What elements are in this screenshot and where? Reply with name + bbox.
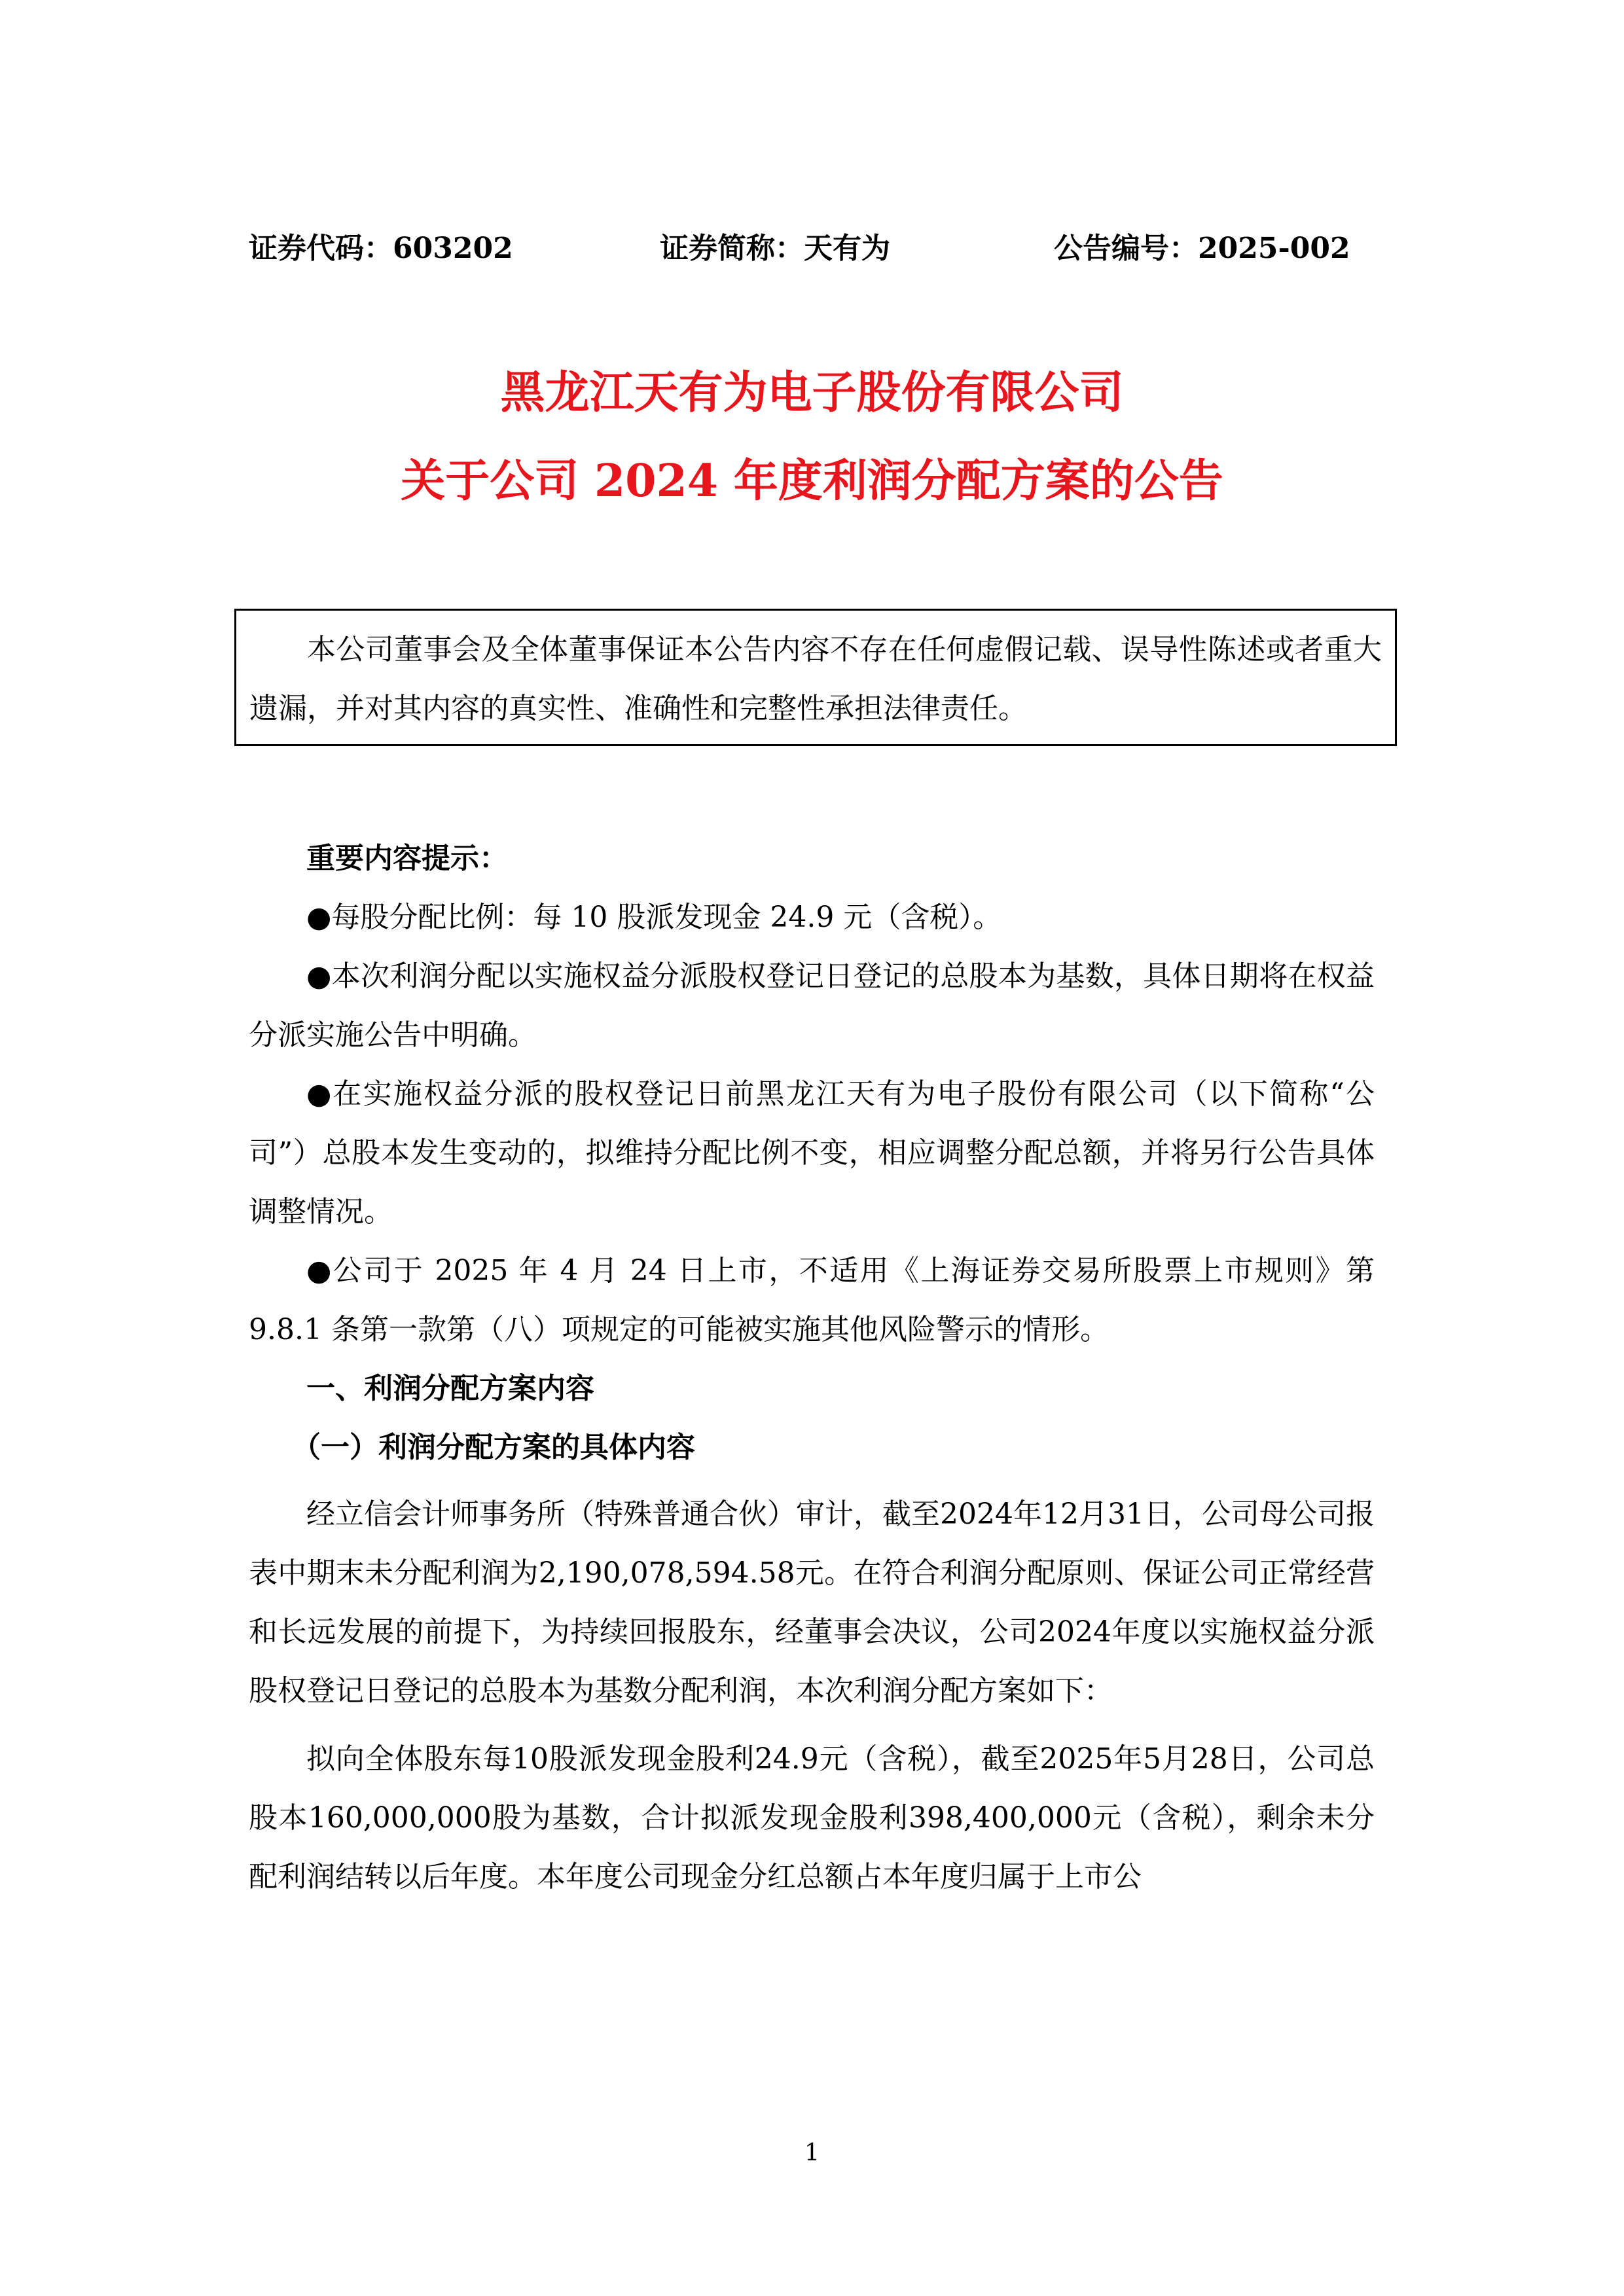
document-body [249, 829, 1375, 1907]
highlight-item-1: ●每股分配比例：每 10 股派发现金 24.9 元（含税）。 [306, 901, 1002, 934]
highlight-item-2: ●本次利润分配以实施权益分派股权登记日登记的总股本为基数，具体日期将在权益分派实施公告中明确。 [249, 960, 1375, 1052]
section-1-subheading: （一）利润分配方案的具体内容 [292, 1431, 695, 1464]
stock-abbreviation: 证券简称：天有为 [660, 232, 890, 265]
highlights-heading: 重要内容提示： [306, 842, 508, 875]
title-company-name: 黑龙江天有为电子股份有限公司 [500, 367, 1124, 419]
announcement-number: 公告编号：2025-002 [1054, 232, 1350, 265]
board-statement-text: 本公司董事会及全体董事保证本公告内容不存在任何虚假记载、误导性陈述或者重大遗漏，并对其内容的真实性、准确性和完整性承担法律责任。 [249, 633, 1382, 725]
section-1-paragraph-2: 拟向全体股东每10股派发现金股利24.9元（含税），截至2025年5月28日，公司总股本160,000,000股为基数，合计拟派发现金股利398,400,000元（含税），剩余未分配利润结转以后年度。本年度公司现金分红总额占本年度归属于上市公 [249, 1742, 1375, 1893]
section-1-heading: 一、利润分配方案内容 [306, 1372, 594, 1405]
board-statement-box [234, 609, 1397, 746]
announcement-header [249, 226, 1375, 272]
highlight-item-3: ●在实施权益分派的股权登记日前黑龙江天有为电子股份有限公司（以下简称“公司”）总股本发生变动的，拟维持分配比例不变，相应调整分配总额，并将另行公告具体调整情况。 [249, 1077, 1375, 1229]
stock-code: 证券代码：603202 [249, 232, 513, 265]
page-number: 1 [804, 2140, 820, 2166]
section-1-paragraph-1: 经立信会计师事务所（特殊普通合伙）审计，截至2024年12月31日，公司母公司报表中期末未分配利润为2,190,078,594.58元。在符合利润分配原则、保证公司正常经营和长远发展的前提下，为持续回报股东，经董事会决议，公司2024年度以实施权益分派股权登记日登记的总股本为基数分配利润，本次利润分配方案如下： [249, 1498, 1375, 1708]
title-announcement-subject: 关于公司 2024 年度利润分配方案的公告 [401, 455, 1223, 507]
highlight-item-4: ●公司于 2025 年 4 月 24 日上市，不适用《上海证券交易所股票上市规则》第 9.8.1 条第一款第（八）项规定的可能被实施其他风险警示的情形。 [249, 1254, 1375, 1346]
